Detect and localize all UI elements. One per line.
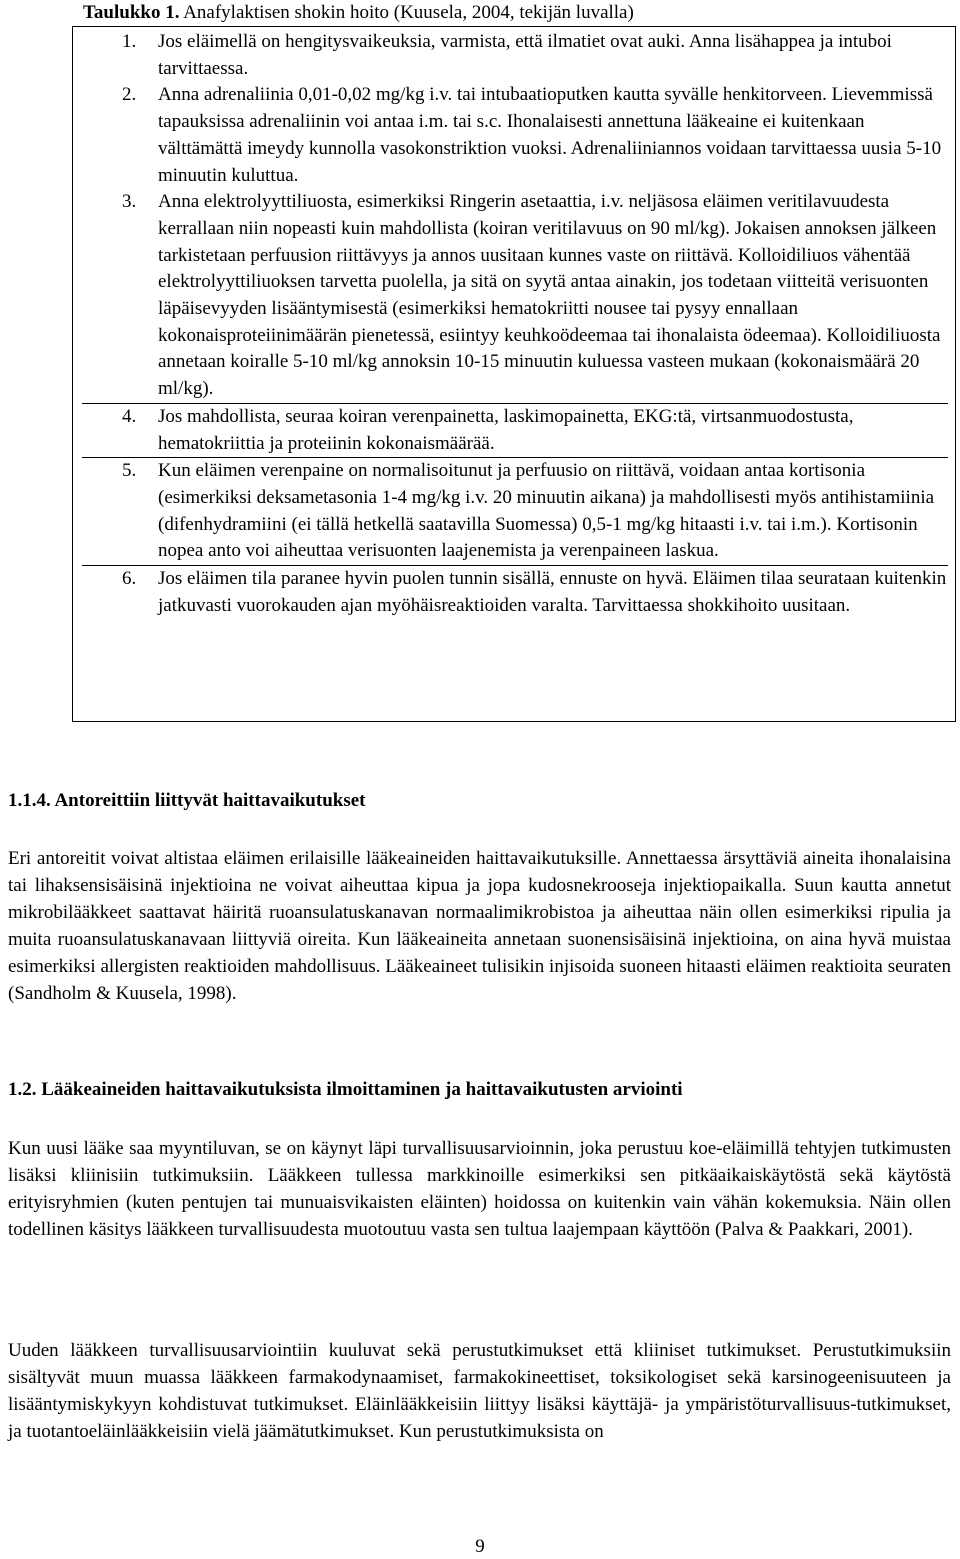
- step-number: 4.: [122, 405, 137, 427]
- treatment-step-5: [82, 457, 948, 565]
- step-number: 5.: [122, 460, 137, 482]
- table-caption: [83, 2, 953, 24]
- table-caption-text: Anafylaktisen shokin hoito (Kuusela, 2004, tekijän luvalla): [183, 2, 634, 23]
- treatment-step-2: [82, 82, 948, 189]
- treatment-step-1: [82, 29, 948, 82]
- treatment-steps: [82, 29, 948, 619]
- step-text: Jos mahdollista, seuraa koiran verenpainetta, laskimopainetta, EKG:tä, virtsanmuodostusta, hematokriittia ja proteiinin kokonaismäärää.: [158, 405, 854, 454]
- step-number: 6.: [122, 568, 137, 590]
- section-1-2-paragraph-2: Uuden lääkkeen turvallisuusarviointiin kuuluvat sekä perustutkimukset että kliiniset tutkimukset. Perustutkimuksiin sisältyvät muun muassa lääkkeen farmakodynaamiset, farmakokineettiset, toksikologiset sekä karsinogeenisuuteen ja lisääntymiskykyyn kohdistuvat tutkimukset. Eläinlääkkeisiin liittyy lisäksi käyttäjä- ja ympäristöturvallisuus-tutkimukset, ja tuotantoeläinlääkkeisiin vielä jäämätutkimukset. Kun perustutkimuksista on: [8, 1340, 951, 1442]
- section-heading-1-1-4: 1.1.4. Antoreittiin liittyvät haittavaikutukset: [8, 790, 366, 811]
- step-number: 3.: [122, 191, 137, 213]
- step-number: 1.: [122, 31, 137, 52]
- treatment-step-3: [82, 189, 948, 403]
- page-number: 9: [475, 1536, 485, 1557]
- section-1-1-4-paragraph: Eri antoreitit voivat altistaa eläimen erilaisille lääkeaineiden haittavaikutuksille. Annettaessa ärsyttäviä aineita ihonalaisina tai lihaksensisäisinä injektioina ne voivat aiheuttaa kipua ja jopa kudosnekrooseja injektiopaikalla. Suun kautta annetut mikrobilääkkeet saattavat häiritä ruoansulatuskanavan normaalimikrobistoa ja aiheuttaa näin ollen esimerkiksi ripulia ja muita ruoansulatuskanavaan liittyviä oireita. Kun lääkeaineita annetaan suonensisäisinä injektioina, on aina hyvä muistaa esimerkiksi allergisten reaktioiden mahdollisuus. Lääkeaineet tulisikin injisoida suoneen hitaasti eläimen reaktioita seuraten (Sandholm & Kuusela, 1998).: [8, 848, 951, 1004]
- section-heading-1-2: 1.2. Lääkeaineiden haittavaikutuksista ilmoittaminen ja haittavaikutusten arviointi: [8, 1079, 683, 1100]
- step-text: Anna elektrolyyttiliuosta, esimerkiksi Ringerin asetaattia, i.v. neljäsosa eläimen veritilavuudesta kerrallaan niin nopeasti kuin mahdollista (koiran veritilavuus on 90 ml/kg). Jokaisen annoksen jälkeen tarkistetaan perfuusion riittävyys ja annos uusitaan kunnes vaste on riittävä. Kolloidiliuos vähentää elektrolyyttiliuoksen tarvetta puolella, ja sitä on syytä antaa ainakin, jos todetaan viitteitä verisuonten läpäisevyyden lisääntymisestä (esimerkiksi hematokriitti nousee tai pysyy ennallaan kokonaisproteiinimäärän pienetessä, esiintyy keuhkoödeemaa tai ihonalaista ödeemaa). Kolloidiliuosta annetaan koiralle 5-10 ml/kg annoksin 10-15 minuutin kuluessa vasteen mukaan (kokonaismäärä 20 ml/kg).: [158, 191, 941, 400]
- section-1-2-paragraph-1: Kun uusi lääke saa myyntiluvan, se on käynyt läpi turvallisuusarvioinnin, joka perustuu koe-eläimillä tehtyjen tutkimusten lisäksi kliinisiin tutkimuksiin. Lääkkeen tullessa markkinoille esimerkiksi sen pitkäaikaiskäytöstä sekä käytöstä erityisryhmien (kuten pentujen tai munuaisvikaisten eläinten) hoidossa on kuitenkin vain vähän kokemuksia. Näin ollen todellinen käsitys lääkkeen turvallisuudesta muotoutuu vasta sen tultua laajempaan käyttöön (Palva & Paakkari, 2001).: [8, 1138, 951, 1240]
- treatment-step-4: [82, 403, 948, 457]
- treatment-step-6: [82, 565, 948, 619]
- table-caption-label: Taulukko 1.: [83, 2, 180, 23]
- step-text: Jos eläimellä on hengitysvaikeuksia, varmista, että ilmatiet ovat auki. Anna lisähappea ja intuboi tarvittaessa.: [158, 31, 892, 79]
- step-text: Jos eläimen tila paranee hyvin puolen tunnin sisällä, ennuste on hyvä. Eläimen tilaa seurataan kuitenkin jatkuvasti vuorokauden ajan myöhäisreaktioiden varalta. Tarvittaessa shokkihoito uusitaan.: [158, 568, 947, 616]
- step-text: Anna adrenaliinia 0,01-0,02 mg/kg i.v. tai intubaatioputken kautta syvälle henkitorveen. Lievemmissä tapauksissa adrenaliinin voi antaa i.m. tai s.c. Ihonalaisesti annettuna lääkeaine ei kuitenkaan välttämättä imeydy kunnolla vasokonstriktion vuoksi. Adrenaliiniannos voidaan tarvittaessa uusia 5-10 minuutin kuluttua.: [158, 84, 942, 186]
- step-text: Kun eläimen verenpaine on normalisoitunut ja perfuusio on riittävä, voidaan antaa kortisonia (esimerkiksi deksametasonia 1-4 mg/kg i.v. 20 minuutin aikana) ja mahdollisesti myös antihistamiinia (difenhydramiini (ei tällä hetkellä saatavilla Suomessa) 0,5-1 mg/kg hitaasti i.v. tai i.m.). Kortisonin nopea anto voi aiheuttaa verisuonten laajenemista ja verenpaineen laskua.: [158, 460, 935, 562]
- step-number: 2.: [122, 84, 137, 106]
